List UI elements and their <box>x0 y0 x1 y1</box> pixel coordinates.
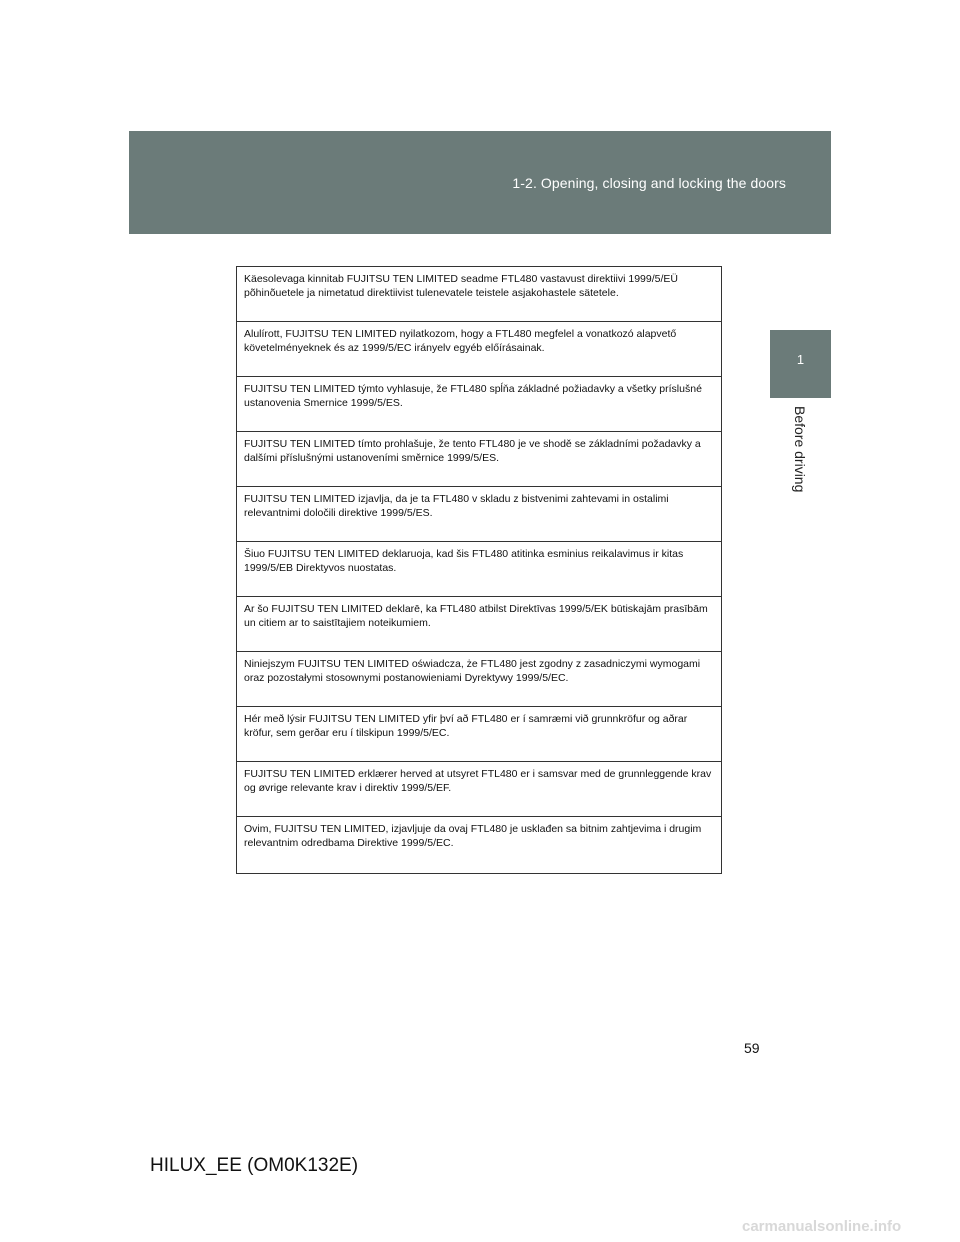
page-number: 59 <box>744 1040 760 1056</box>
watermark: carmanualsonline.info <box>742 1218 902 1235</box>
chapter-label: Before driving <box>792 406 808 493</box>
chapter-number: 1 <box>796 352 805 367</box>
declaration-croatian: Ovim, FUJITSU TEN LIMITED, izjavljuje da ovaj FTL480 je usklađen sa bitnim zahtjevima i drugim relevantnim odredbama Direktive 1999/5/EC. <box>244 823 702 849</box>
declaration-estonian: Käesolevaga kinnitab FUJITSU TEN LIMITED seadme FTL480 vastavust direktiivi 1999/5/EÜ põhinõuetele ja nimetatud direktiivist tulenevatele teistele asjakohastele sätetele. <box>237 267 721 322</box>
declaration-latvian: Ar šo FUJITSU TEN LIMITED deklarē, ka FTL480 atbilst Direktīvas 1999/5/EK būtiskajām prasībām un citiem ar to saistītajiem noteikumiem. <box>237 597 721 652</box>
document-code: HILUX_EE (OM0K132E) <box>150 1155 359 1176</box>
declaration-lithuanian: Šiuo FUJITSU TEN LIMITED deklaruoja, kad šis FTL480 atitinka esminius reikalavimus ir kitas 1999/5/EB Direktyvos nuostatas. <box>237 542 721 597</box>
header-band <box>129 131 831 234</box>
declaration-hungarian: Alulírott, FUJITSU TEN LIMITED nyilatkozom, hogy a FTL480 megfelel a vonatkozó alapvető követelményeknek és az 1999/5/EC irányelv egyéb előírásainak. <box>237 322 721 377</box>
section-title: 1-2. Opening, closing and locking the doors <box>512 175 786 191</box>
declaration-slovak: FUJITSU TEN LIMITED týmto vyhlasuje, že FTL480 spĺňa základné požiadavky a všetky príslušné ustanovenia Smernice 1999/5/ES. <box>237 377 721 432</box>
chapter-tab <box>770 330 831 398</box>
declaration-table <box>236 266 722 874</box>
declaration-norwegian: FUJITSU TEN LIMITED erklærer herved at utsyret FTL480 er i samsvar med de grunnleggende krav og øvrige relevante krav i direktiv 1999/5/EF. <box>237 762 721 817</box>
declaration-slovenian: FUJITSU TEN LIMITED izjavlja, da je ta FTL480 v skladu z bistvenimi zahtevami in ostalimi relevantnimi določili direktive 1999/5/ES. <box>237 487 721 542</box>
declaration-icelandic: Hér með lýsir FUJITSU TEN LIMITED yfir því að FTL480 er í samræmi við grunnkröfur og aðrar kröfur, sem gerðar eru í tilskipun 1999/5/EC. <box>237 707 721 762</box>
declaration-czech: FUJITSU TEN LIMITED tímto prohlašuje, že tento FTL480 je ve shodě se základními požadavky a dalšími příslušnými ustanoveními směrnice 1999/5/ES. <box>237 432 721 487</box>
declaration-polish: Niniejszym FUJITSU TEN LIMITED oświadcza, że FTL480 jest zgodny z zasadniczymi wymogami oraz pozostałymi stosownymi postanowieniami Dyrektywy 1999/5/EC. <box>237 652 721 707</box>
